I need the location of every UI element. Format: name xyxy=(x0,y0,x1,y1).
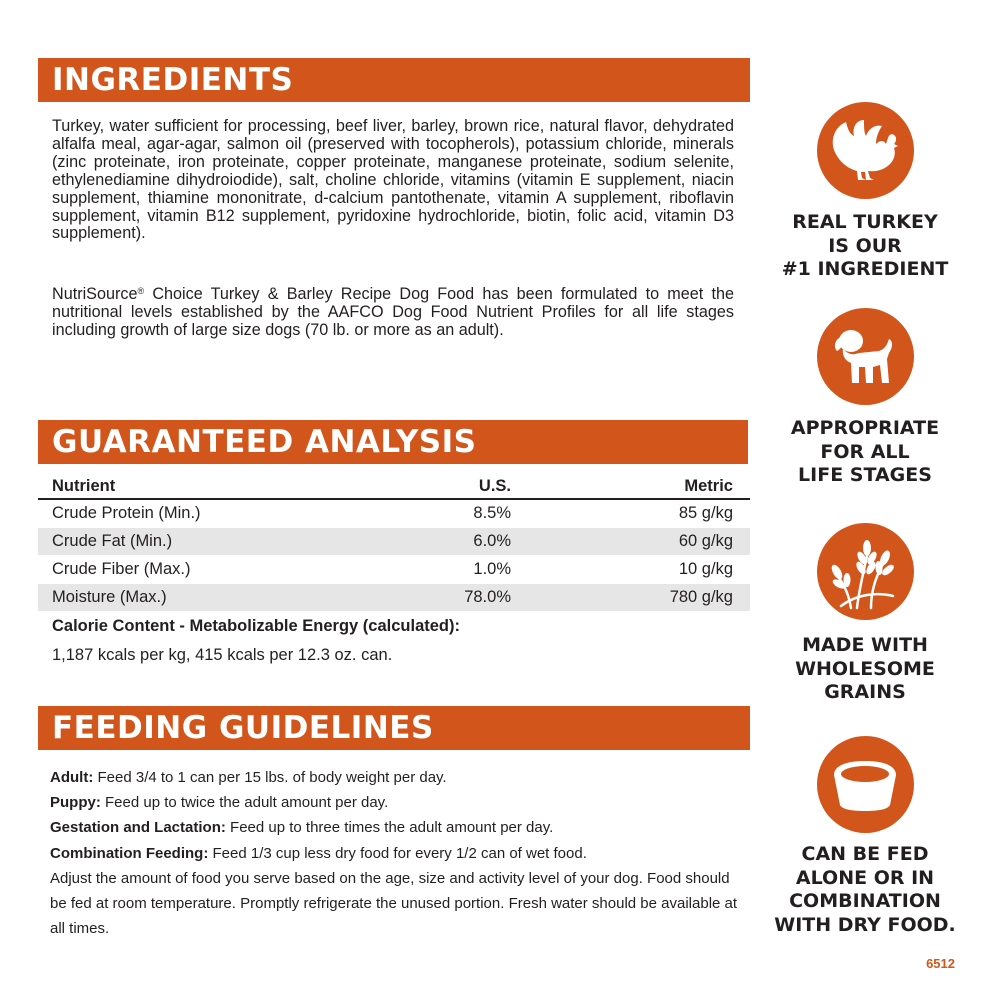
feature-line: LIFE STAGES xyxy=(798,464,932,486)
feature-line: #1 INGREDIENT xyxy=(781,258,949,280)
feature-life-stages xyxy=(765,308,965,488)
aafco-statement xyxy=(52,286,734,340)
puppy-text: Feed up to twice the adult amount per day. xyxy=(100,794,389,812)
calorie-value: 1,187 kcals per kg, 415 kcals per 12.3 oz. can. xyxy=(52,646,393,664)
feature-line: COMBINATION xyxy=(789,890,941,912)
feature-label xyxy=(765,634,965,705)
row-metric: 60 g/kg xyxy=(678,532,733,550)
registered-mark: ® xyxy=(137,286,145,296)
feature-label xyxy=(765,417,965,488)
feature-wholesome-grains xyxy=(765,523,965,705)
row-metric: 780 g/kg xyxy=(669,588,733,606)
brand-name: NutriSource xyxy=(52,285,138,303)
row-nutrient: Crude Fiber (Max.) xyxy=(52,560,191,578)
turkey-icon xyxy=(817,102,914,199)
statement-text: Choice Turkey & Barley Recipe Dog Food has been formulated to meet the nutritional levels established by the AAFCO Dog Food Nutrient Profiles for all life stages including growth of large size dogs (70 lb. or more as an adult). xyxy=(52,285,734,339)
puppy-icon xyxy=(817,308,914,405)
analysis-table xyxy=(38,475,750,612)
row-nutrient: Crude Fat (Min.) xyxy=(52,532,173,550)
calorie-title: Calorie Content - Metabolizable Energy (calculated): xyxy=(52,617,460,635)
feature-combination xyxy=(765,736,965,937)
analysis-banner xyxy=(38,420,748,464)
table-row xyxy=(38,500,750,528)
adult-text: Feed 3/4 to 1 can per 15 lbs. of body weight per day. xyxy=(93,769,447,786)
feeding-adult xyxy=(50,765,750,790)
row-us: 6.0% xyxy=(473,532,511,550)
ingredients-title: INGREDIENTS xyxy=(52,62,294,98)
table-row xyxy=(38,556,750,584)
analysis-title: GUARANTEED ANALYSIS xyxy=(52,424,477,460)
table-row xyxy=(38,584,750,612)
feature-line: CAN BE FED xyxy=(801,843,929,865)
ingredients-banner xyxy=(38,58,750,102)
row-metric: 85 g/kg xyxy=(678,504,733,522)
combination-label: Combination Feeding: xyxy=(50,844,209,862)
feature-line: REAL TURKEY xyxy=(792,211,938,233)
ingredients-list: Turkey, water sufficient for processing, beef liver, barley, brown rice, natural flavor, dehydrated alfalfa meal, agar-agar, salmon oil (preserved with tocopherols), potassium chloride, minerals (zinc proteinate, iron proteinate, copper proteinate, manganese proteinate, sodium selenite, ethylenediamine dihydroiodide), salt, choline chloride, vitamins (vitamin E supplement, niacin supplement, thiamine mononitrate, d-calcium pantothenate, vitamin A supplement, riboflavin supplement, vitamin B12 supplement, pyridoxine hydrochloride, biotin, folic acid, vitamin D3 supplement). xyxy=(52,117,734,243)
gestation-label: Gestation and Lactation: xyxy=(50,819,226,837)
gestation-text: Feed up to three times the adult amount per day. xyxy=(225,819,554,837)
feature-line: FOR ALL xyxy=(820,440,910,463)
feature-line: MADE WITH xyxy=(802,634,928,656)
header-metric: Metric xyxy=(684,477,733,495)
row-us: 78.0% xyxy=(464,588,511,606)
feeding-puppy xyxy=(50,790,750,815)
bowl-icon xyxy=(817,736,914,833)
row-nutrient: Moisture (Max.) xyxy=(52,588,167,606)
feeding-guidelines xyxy=(50,765,750,941)
feature-line: GRAINS xyxy=(824,681,906,703)
feature-real-turkey xyxy=(765,102,965,282)
row-nutrient: Crude Protein (Min.) xyxy=(52,504,201,522)
feature-line: WHOLESOME xyxy=(795,657,935,680)
feeding-banner xyxy=(38,706,750,750)
row-metric: 10 g/kg xyxy=(678,560,733,578)
table-row xyxy=(38,528,750,556)
feeding-adjust: Adjust the amount of food you serve based on the age, size and activity level of your dog. Food should be fed at room temperature. Promptly refrigerate the unused portion. Fresh water should be available at all times. xyxy=(50,869,738,938)
header-us: U.S. xyxy=(478,477,511,495)
adult-label: Adult: xyxy=(50,769,94,786)
feature-line: APPROPRIATE xyxy=(790,417,940,439)
product-code: 6512 xyxy=(926,956,955,971)
combination-text: Feed 1/3 cup less dry food for every 1/2 can of wet food. xyxy=(208,844,587,862)
wheat-icon xyxy=(817,523,914,620)
feature-line: WITH DRY FOOD. xyxy=(774,913,956,936)
feeding-combination xyxy=(50,841,750,866)
header-nutrient: Nutrient xyxy=(52,477,116,495)
feature-line: ALONE OR IN xyxy=(795,866,935,889)
feeding-gestation xyxy=(50,815,750,840)
feature-label xyxy=(765,211,965,282)
row-us: 8.5% xyxy=(473,504,511,522)
feature-label xyxy=(765,843,965,937)
table-header xyxy=(38,475,750,500)
puppy-label: Puppy: xyxy=(50,794,101,812)
feature-line: IS OUR xyxy=(828,234,902,257)
row-us: 1.0% xyxy=(473,560,511,578)
feeding-title: FEEDING GUIDELINES xyxy=(52,710,434,746)
